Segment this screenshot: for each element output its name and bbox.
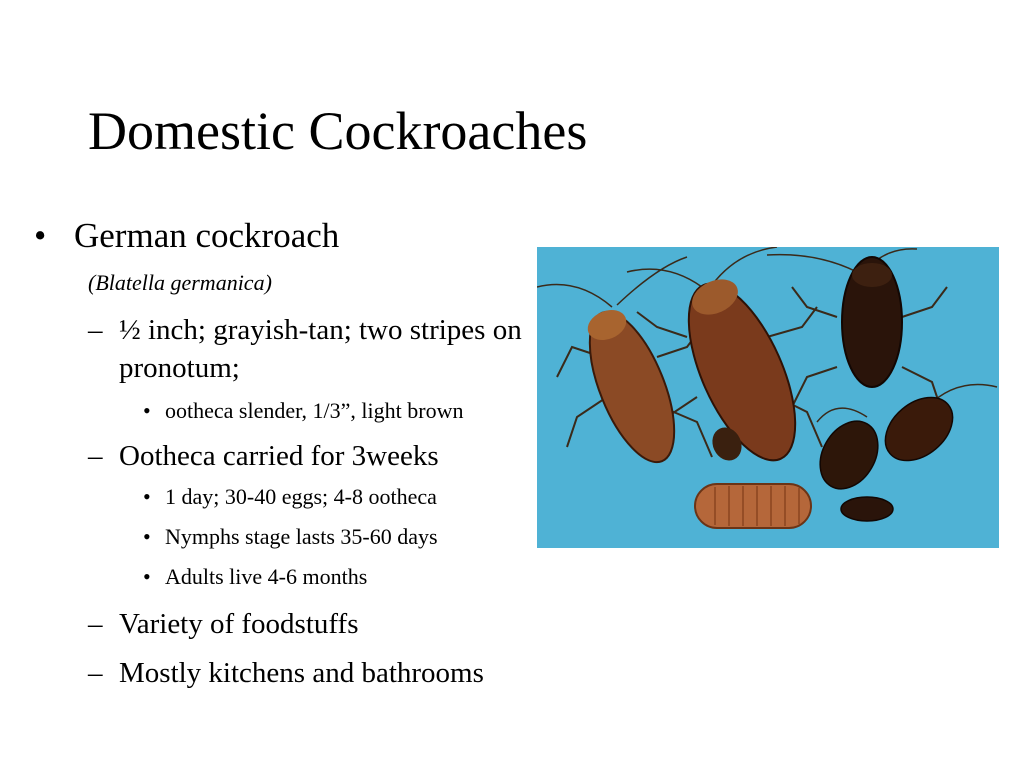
dot-marker: • <box>143 564 151 589</box>
bullet-marker: • <box>34 216 47 255</box>
dash-marker: – <box>88 314 103 346</box>
dash-marker: – <box>88 657 103 689</box>
detail-text: Nymphs stage lasts 35-60 days <box>165 524 438 549</box>
cockroach-illustration <box>537 247 999 548</box>
sub-bullet-text: Variety of foodstuffs <box>119 608 359 640</box>
dot-marker: • <box>143 484 151 509</box>
ootheca-egg-case <box>695 484 811 528</box>
cockroach-photo <box>537 247 999 548</box>
slide-title: Domestic Cockroaches <box>88 101 588 161</box>
sub-bullet-text: ½ inch; grayish-tan; two stripes on <box>119 314 522 346</box>
sub-bullet-continuation: pronotum; <box>119 352 240 384</box>
detail-text: ootheca slender, 1/3”, light brown <box>165 398 464 423</box>
dot-marker: • <box>143 398 151 423</box>
detail-text: Adults live 4-6 months <box>165 564 368 589</box>
dot-marker: • <box>143 524 151 549</box>
cockroach-pronotum <box>852 263 892 287</box>
sub-bullet-text: Mostly kitchens and bathrooms <box>119 657 484 689</box>
bullet-text: German cockroach <box>74 216 340 255</box>
sub-bullet-text: Ootheca carried for 3weeks <box>119 440 439 472</box>
dash-marker: – <box>88 440 103 472</box>
dash-marker: – <box>88 608 103 640</box>
scientific-name: (Blatella germanica) <box>88 270 272 295</box>
cockroach-nymph <box>841 497 893 521</box>
detail-text: 1 day; 30-40 eggs; 4-8 ootheca <box>165 484 437 509</box>
